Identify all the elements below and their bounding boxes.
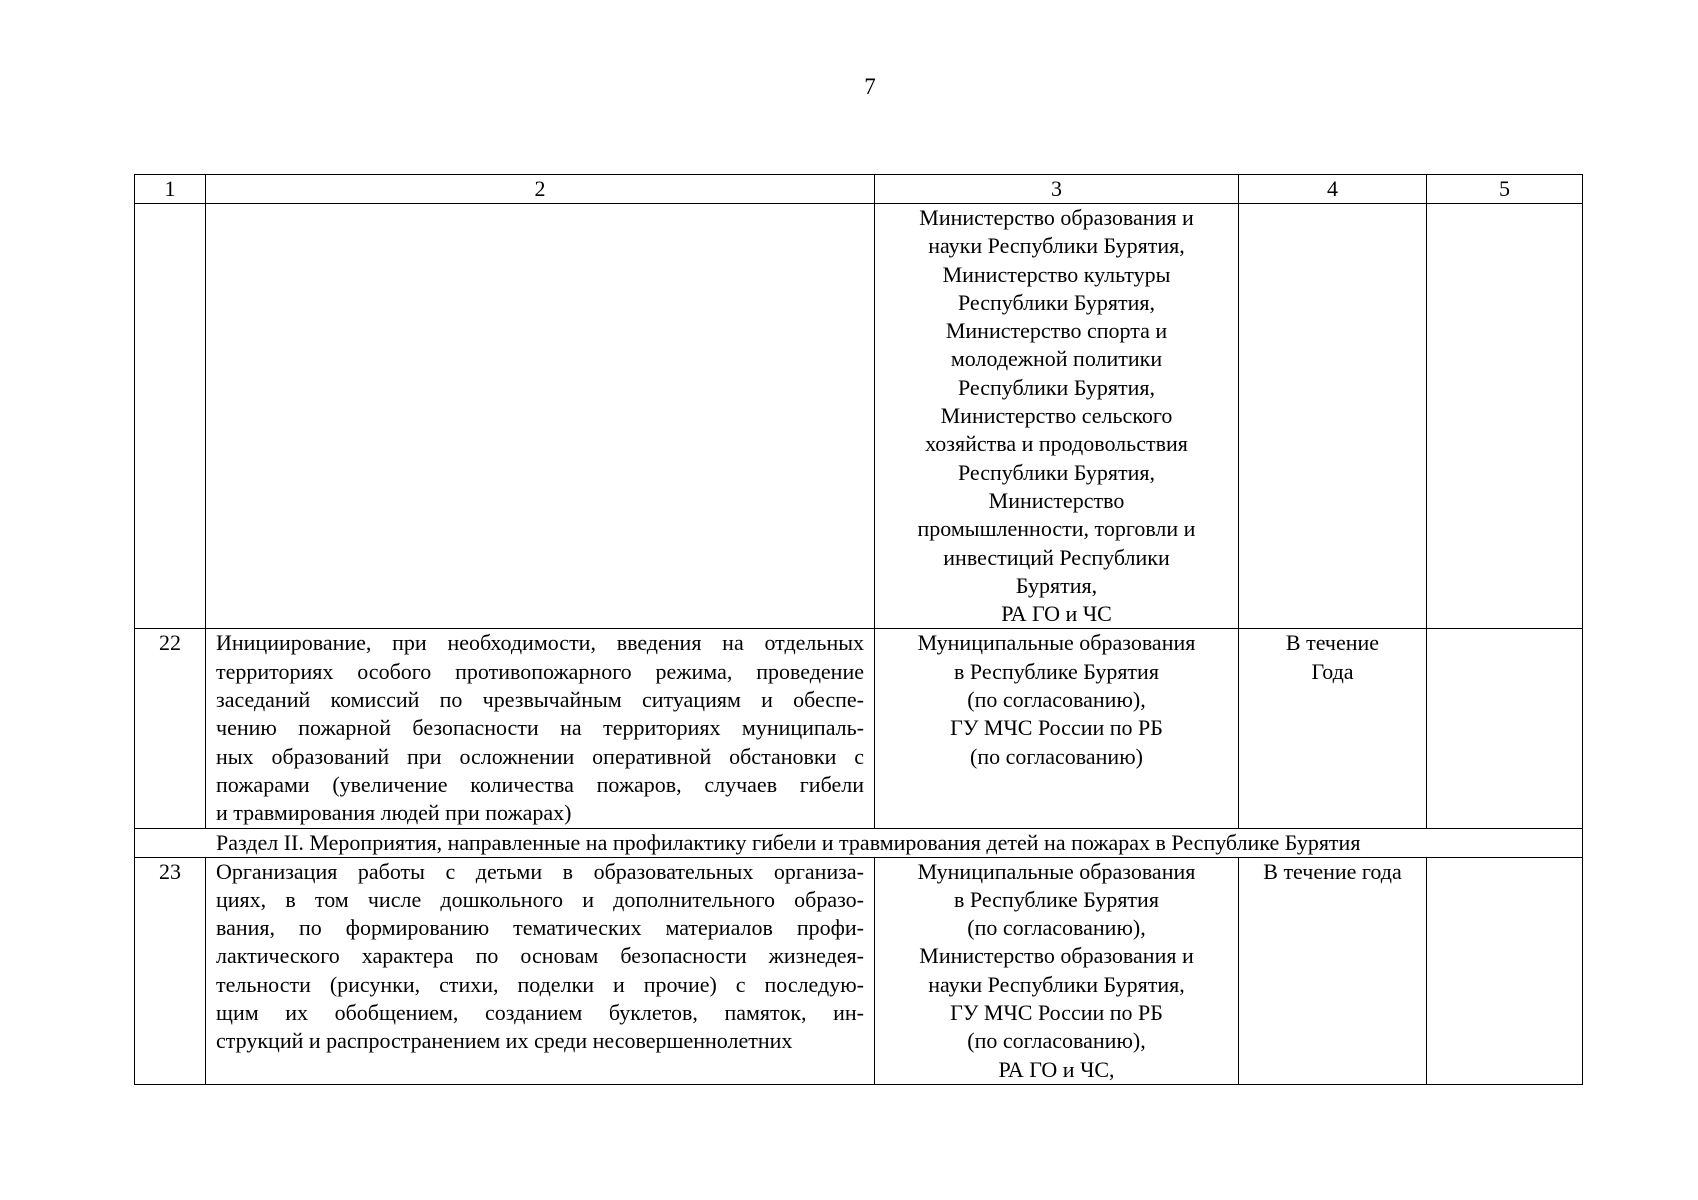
executor-line: науки Республики Бурятия, xyxy=(928,233,1185,259)
executor-line: Министерство образования и xyxy=(919,205,1194,230)
description-line: ных образований при осложнении оперативной обстановки с xyxy=(216,743,864,769)
executor-line: в Республике Бурятия xyxy=(954,886,1159,912)
row-23-executors-cell xyxy=(875,857,1239,1084)
plan-table xyxy=(134,174,1583,1085)
deadline-line: В течение xyxy=(1285,630,1380,656)
row-continued-number-cell xyxy=(135,204,206,629)
executor-line: молодежной политики xyxy=(950,346,1163,372)
executor-line: Министерство образования и xyxy=(919,943,1194,969)
executor-line: РА ГО и ЧС xyxy=(1001,601,1112,627)
executor-line: РА ГО и ЧС, xyxy=(998,1056,1115,1082)
table-row-continued xyxy=(135,204,1583,629)
executor-line: (по согласованию), xyxy=(967,915,1146,941)
description-line: и травмирования людей при пожарах) xyxy=(216,800,572,826)
column-number-1: 1 xyxy=(135,175,206,204)
executor-line: ГУ МЧС России по РБ xyxy=(950,715,1163,741)
row-22-description-cell xyxy=(206,629,875,828)
description-line: Организация работы с детьми в образовательных организа- xyxy=(216,858,864,884)
row-continued-executors-cell xyxy=(875,204,1239,629)
row-continued-deadline-cell xyxy=(1239,204,1427,629)
executor-line: Министерство xyxy=(988,487,1125,513)
description-line: чению пожарной безопасности на территориях муниципаль- xyxy=(216,715,864,741)
row-22-number: 22 xyxy=(135,629,206,828)
executor-line: Бурятия, xyxy=(1015,572,1098,598)
executor-line: Муниципальные образования xyxy=(917,858,1196,884)
executor-line: Республики Бурятия, xyxy=(957,289,1156,315)
row-23-note-cell xyxy=(1427,857,1583,1084)
page-number: 7 xyxy=(864,74,876,99)
row-22-deadline-cell xyxy=(1239,629,1427,828)
row-23-description-cell xyxy=(206,857,875,1084)
row-23-number: 23 xyxy=(135,857,206,1084)
executor-line: ГУ МЧС России по РБ xyxy=(950,1000,1163,1026)
executor-line: Муниципальные образования xyxy=(917,630,1196,656)
description-line: заседаний комиссий по чрезвычайным ситуациям и обеспе- xyxy=(216,687,864,713)
row-continued-note-cell xyxy=(1427,204,1583,629)
executor-line: (по согласованию) xyxy=(970,743,1143,769)
executor-line: Республики Бурятия, xyxy=(957,374,1156,400)
description-line: пожарами (увеличение количества пожаров, случаев гибели xyxy=(216,771,864,797)
executor-line: (по согласованию), xyxy=(967,687,1146,713)
executor-line: Министерство спорта и xyxy=(945,318,1168,344)
table-row-23 xyxy=(135,857,1583,1084)
description-line: Инициирование, при необходимости, введения на отдельных xyxy=(216,630,864,656)
row-22-note-cell xyxy=(1427,629,1583,828)
executor-line: промышленности, торговли и xyxy=(917,516,1196,542)
column-number-3: 3 xyxy=(875,175,1239,204)
section-2-title: Раздел II. Мероприятия, направленные на профилактику гибели и травмирования детей на пожарах в Республике Бурятия xyxy=(135,828,1583,857)
column-number-4: 4 xyxy=(1239,175,1427,204)
description-line: циях, в том числе дошкольного и дополнительного образо- xyxy=(216,886,864,912)
executor-line: Министерство культуры xyxy=(942,261,1171,287)
row-continued-description-cell xyxy=(206,204,875,629)
row-22-executors-cell xyxy=(875,629,1239,828)
executor-line: (по согласованию), xyxy=(967,1028,1146,1054)
column-number-2: 2 xyxy=(206,175,875,204)
executor-line: хозяйства и продовольствия xyxy=(925,431,1188,457)
column-number-5: 5 xyxy=(1427,175,1583,204)
description-line: территориях особого противопожарного режима, проведение xyxy=(216,658,864,684)
executor-line: в Республике Бурятия xyxy=(954,658,1159,684)
executor-line: науки Республики Бурятия, xyxy=(928,971,1185,997)
description-line: вания, по формированию тематических материалов профи- xyxy=(216,915,864,941)
description-line: щим их обобщением, созданием буклетов, памяток, ин- xyxy=(216,1000,864,1026)
description-line: струкций и распространением их среди несовершеннолетних xyxy=(216,1028,793,1054)
column-number-row xyxy=(135,175,1583,204)
executor-line: инвестиций Республики xyxy=(943,544,1170,570)
deadline-line: В течение года xyxy=(1263,858,1402,884)
table-row-22 xyxy=(135,629,1583,828)
description-line: тельности (рисунки, стихи, поделки и прочие) с последую- xyxy=(216,971,864,997)
row-23-deadline-cell xyxy=(1239,857,1427,1084)
section-heading-row xyxy=(135,828,1583,857)
executor-line: Министерство сельского xyxy=(940,403,1173,429)
executor-line: Республики Бурятия, xyxy=(957,459,1156,485)
deadline-line: Года xyxy=(1311,658,1354,684)
description-line: лактического характера по основам безопасности жизнедея- xyxy=(216,943,864,969)
